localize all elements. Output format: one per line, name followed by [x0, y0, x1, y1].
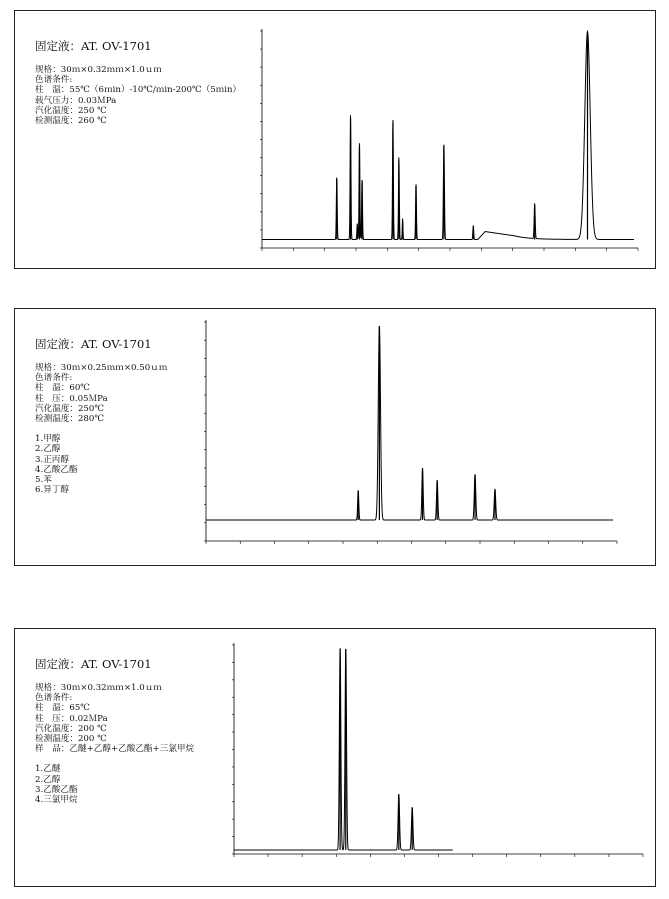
compound-item: 4.三氯甲烷 [35, 795, 78, 806]
stationary-phase-title: 固定液：AT. OV-1701 [35, 337, 152, 351]
chromatogram-3 [15, 629, 655, 886]
compound-item: 2.乙醇 [35, 444, 61, 455]
detector-temperature: 检测温度：200 ℃ [35, 734, 107, 745]
vaporization-temperature: 汽化温度：250 ℃ [35, 105, 107, 116]
chromatogram-1 [15, 11, 655, 268]
compound-item: 4.乙酸乙酯 [35, 464, 78, 475]
chromatogram-panel-2 [14, 308, 656, 566]
vaporization-temperature: 汽化温度：250℃ [35, 403, 104, 414]
column-temperature: 柱 温：65℃ [35, 703, 90, 714]
column-pressure: 柱 压：0.02ＭPa [35, 713, 108, 724]
conditions-heading: 色谱条件: [35, 693, 73, 704]
column-temperature: 柱 温：55℃（6ｍin）-10℃/ｍin-200℃（5ｍin） [35, 85, 242, 96]
detector-temperature: 检测温度：280℃ [35, 414, 104, 425]
chromatogram-panel-1 [14, 10, 656, 269]
vaporization-temperature: 汽化温度：200 ℃ [35, 723, 107, 734]
compound-item: 2.乙醇 [35, 774, 61, 785]
conditions-heading: 色谱条件: [35, 75, 73, 86]
compound-item: 3.正丙醇 [35, 454, 69, 465]
conditions-heading: 色谱条件: [35, 373, 73, 384]
carrier-pressure: 载气压力：0.03ＭPa [35, 95, 117, 106]
spec-line: 规格：30ｍ×0.25ｍｍ×0.50ｕｍ [35, 363, 168, 373]
chromatogram-trace [206, 326, 613, 520]
chromatogram-trace [262, 31, 634, 239]
chromatogram-trace [234, 648, 453, 850]
compound-item: 6.异丁醇 [35, 485, 69, 496]
detector-temperature: 检测温度：260 ℃ [35, 116, 107, 127]
stationary-phase-title: 固定液：AT. OV-1701 [35, 39, 152, 53]
sample-line: 样 品：乙醚+乙醇+乙酸乙酯+三氯甲烷 [35, 744, 195, 755]
compound-item: 3.乙酸乙酯 [35, 784, 78, 795]
compound-item: 1.乙醚 [35, 764, 61, 775]
spec-line: 规格：30ｍ×0.32ｍｍ×1.0ｕｍ [35, 65, 162, 75]
column-temperature: 柱 温：60℃ [35, 383, 90, 394]
stationary-phase-title: 固定液：AT. OV-1701 [35, 657, 152, 671]
chromatogram-2 [15, 309, 655, 565]
compound-item: 5.苯 [35, 475, 52, 486]
chromatogram-panel-3 [14, 628, 656, 887]
compound-item: 1.甲醇 [35, 434, 61, 445]
column-pressure: 柱 压：0.05ＭPa [35, 393, 108, 404]
spec-line: 规格：30ｍ×0.32ｍｍ×1.0ｕｍ [35, 683, 162, 693]
